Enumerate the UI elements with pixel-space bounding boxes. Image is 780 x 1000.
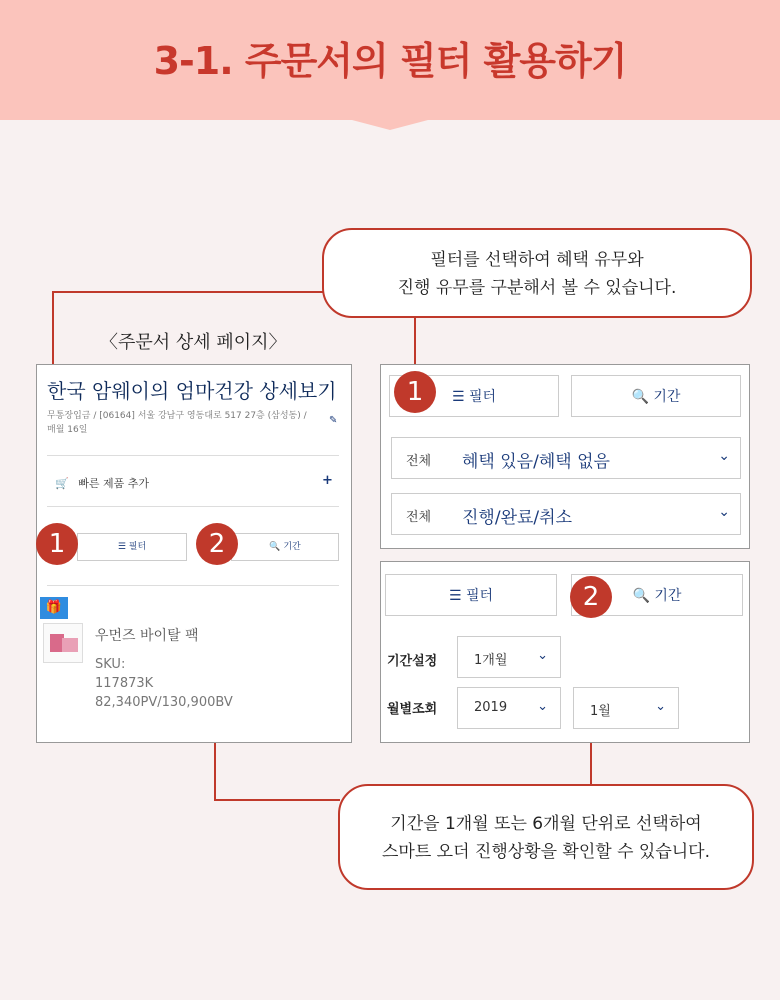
callout-text: 필터를 선택하여 혜택 유무와: [430, 250, 644, 270]
step-badge-1: 1: [36, 523, 78, 565]
address-line: 매월 16일: [47, 425, 88, 435]
quick-add-row[interactable]: [55, 475, 149, 491]
select-value: 1개월: [474, 653, 508, 668]
period-label: 기간: [654, 588, 682, 604]
select-value: 2019: [474, 700, 508, 715]
status-filter-select[interactable]: [391, 493, 741, 535]
sku-value: 117873K: [95, 676, 154, 691]
period-label: 기간: [283, 542, 301, 552]
step-badge-2: 2: [570, 576, 612, 618]
divider: [47, 506, 339, 507]
address-line: 무통장입금 / [06164] 서울 강남구 영동대로 517 27층 (삼성동) /: [47, 411, 307, 421]
search-icon: 🔍: [632, 588, 650, 604]
section-caption: 〈주문서 상세 페이지〉: [100, 332, 287, 353]
edit-pencil-icon[interactable]: ✎: [329, 415, 338, 426]
filter-button[interactable]: [77, 533, 187, 561]
sku-label: SKU:: [95, 657, 126, 672]
product-thumbnail: [43, 623, 83, 663]
chevron-down-icon: ⌄: [537, 648, 548, 663]
year-select[interactable]: [457, 687, 561, 729]
chevron-down-icon: ⌄: [718, 448, 730, 464]
product-price: 82,340PV/130,900BV: [95, 695, 233, 710]
quick-add-label: 빠른 제품 추가: [78, 477, 149, 490]
gift-icon: 🎁: [40, 597, 68, 619]
order-detail-panel: [36, 364, 352, 743]
divider: [47, 585, 339, 586]
search-icon: 🔍: [631, 389, 649, 405]
month-select[interactable]: [573, 687, 679, 729]
page-title: 3-1. 주문서의 필터 활용하기: [153, 39, 627, 83]
filter-label: 필터: [468, 389, 497, 405]
filter-label: 필터: [128, 542, 147, 552]
filter-button[interactable]: [385, 574, 557, 616]
select-value: 1월: [590, 704, 611, 719]
select-value: 혜택 있음/혜택 없음: [462, 452, 610, 472]
step-badge-2: 2: [196, 523, 238, 565]
filter-label: 필터: [465, 588, 494, 604]
callout-filter: [322, 228, 752, 318]
callout-text: 스마트 오더 진행상황을 확인할 수 있습니다.: [381, 842, 711, 862]
period-setting-label: 기간설정: [387, 654, 438, 669]
monthly-label: 월별조회: [387, 702, 438, 717]
chevron-down-icon: ⌄: [655, 699, 666, 714]
connector-line: [52, 291, 324, 293]
callout-period: [338, 784, 754, 890]
order-title: 한국 암웨이의 엄마건강 상세보기: [47, 379, 337, 403]
period-setting-select[interactable]: [457, 636, 561, 678]
callout-text: 기간을 1개월 또는 6개월 단위로 선택하여: [390, 814, 702, 834]
select-label: 전체: [406, 510, 432, 525]
divider: [47, 455, 339, 456]
order-address: [47, 409, 317, 437]
period-button[interactable]: [231, 533, 339, 561]
select-value: 진행/완료/취소: [462, 508, 572, 528]
header-banner: [0, 0, 780, 120]
filter-lines-icon: ☰: [117, 542, 126, 552]
header-pointer: [352, 120, 428, 130]
step-badge-1: 1: [394, 371, 436, 413]
benefit-filter-select[interactable]: [391, 437, 741, 479]
select-label: 전체: [406, 454, 432, 469]
filter-lines-icon: ☰: [448, 588, 462, 604]
search-icon: 🔍: [269, 542, 281, 552]
period-panel: [380, 561, 750, 743]
callout-text: 진행 유무를 구분해서 볼 수 있습니다.: [397, 278, 677, 298]
chevron-down-icon: ⌄: [537, 699, 548, 714]
filter-lines-icon: ☰: [451, 389, 465, 405]
product-name: 우먼즈 바이탈 팩: [95, 628, 199, 644]
period-button[interactable]: [571, 375, 741, 417]
product-meta: [95, 655, 233, 712]
cart-icon: 🛒: [55, 477, 69, 490]
chevron-down-icon: ⌄: [718, 504, 730, 520]
period-label: 기간: [653, 389, 681, 405]
connector-line: [214, 799, 340, 801]
quick-add-plus-icon[interactable]: +: [322, 473, 333, 488]
